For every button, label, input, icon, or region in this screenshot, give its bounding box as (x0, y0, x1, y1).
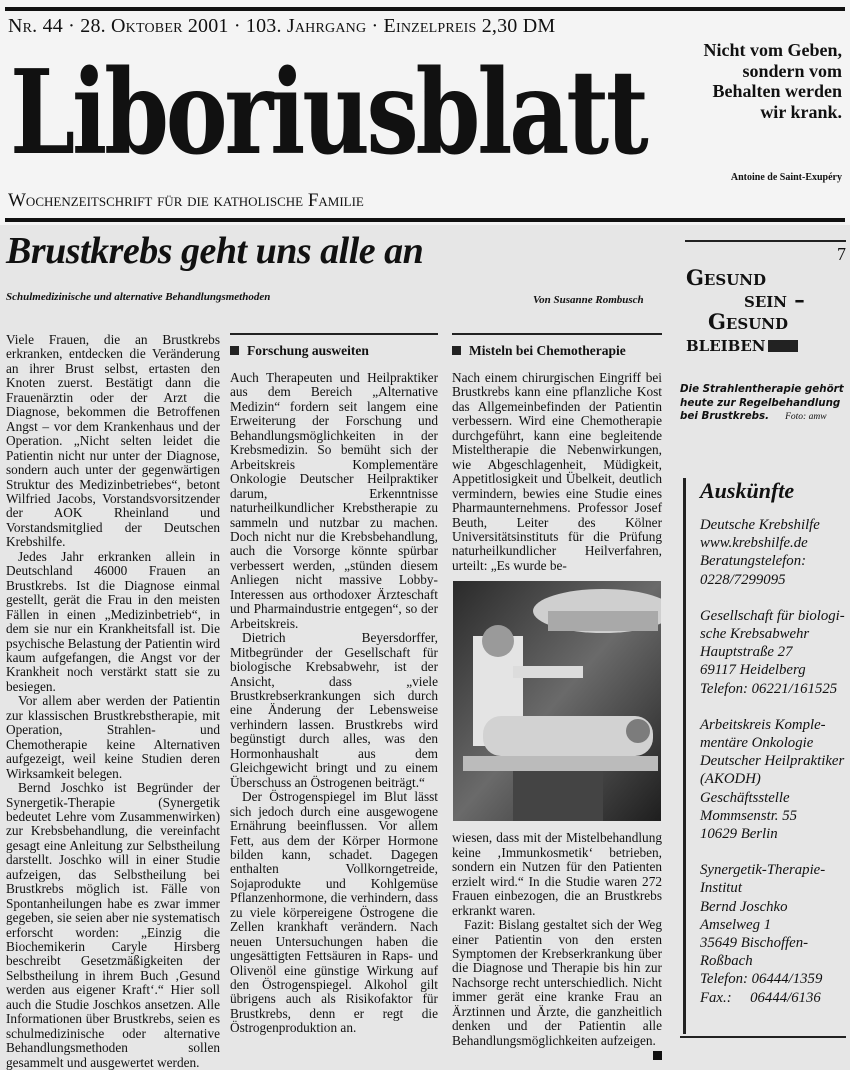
column-2 (230, 333, 438, 1036)
black-bar-icon (768, 340, 798, 352)
paragraph: Nach einem chirurgischen Eingriff bei Brustkrebs kann eine pflanzliche Kost das Allgemeinbefinden der Patientin verbessern. Wird eine Chemotherapie durchgeführt, kann eine begleitende Misteltherapie die Nebenwirkungen, wie Abgeschlagenheit, Müdigkeit, Appetitlosigkeit und Übelkeit, deutlich vermindern, bewies eine Studie eines Pharmaunternehmens. Professor Josef Beuth, Leiter des Kölner Universitätsinstituts für die Prüfung naturheilkundlicher Heilverfahren, urteilt: „Es wurde be- (452, 370, 662, 573)
column-rule (230, 333, 438, 335)
square-bullet-icon (230, 346, 239, 355)
end-mark-icon (653, 1051, 662, 1060)
radiotherapy-photo (453, 581, 661, 821)
series-title-line: Gesund (686, 265, 766, 290)
sidebar (680, 240, 846, 425)
quote-author: Antoine de Saint-Exupéry (730, 172, 842, 183)
series-title-line: sein – (744, 287, 805, 312)
photo-caption (680, 383, 846, 425)
section-heading-text: Misteln bei Chemotherapie (469, 343, 626, 358)
byline: Von Susanne Rombusch (533, 294, 644, 306)
section-heading (230, 343, 438, 359)
sidebar-bottom-rule (680, 1036, 846, 1038)
contact-entry: Synergetik-Therapie- Institut Bernd Joschko Amselweg 1 35649 Bischoffen- Roßbach Telefon: 06444/1359 Fax.: 06444/6136 (700, 862, 826, 1006)
masthead (0, 0, 850, 225)
photo-credit: Foto: amw (785, 412, 827, 422)
paragraph: wiesen, dass mit der Mistelbehandlung keine ‚Immunkosmetik‘ betrieben, sondern ein Nutzen für den Patienten erzielt wird.“ In die Studie waren 272 Frauen einbezogen, die an Brustkrebs erkrankt waren. (452, 830, 662, 918)
page-number: 7 (837, 244, 846, 264)
sidebar-rule (685, 240, 846, 242)
paragraph: Der Östrogenspiegel im Blut lässt sich jedoch durch eine ausgewogene Ernährung beeinflussen. Vor allem Fett, aus dem der Körper Hormone bilden kann, schadet. Dagegen enthalten Vollkorngetreide, Sojaprodukte und Kohlgemüse Pflanzenhormone, die verhindern, dass zu viele körpereigene Östrogene die Zellen krankhaft verändern. Nach neuen Untersuchungen haben die ungesättigten Fettsäuren in Raps- und Olivenöl eine günstige Wirkung auf den Östrogenspiegel. Alkohol gilt übrigens auch als Risikofaktor für Brustkrebs, denn er regt die Östrogenproduktion an. (230, 789, 438, 1036)
paragraph: Viele Frauen, die an Brustkrebs erkranken, entdecken die Veränderung an ihrer Brust selbst, ertasten den Knoten zuerst. Bestätigt dann die Frauenärztin oder der Arzt die Diagnose, bekommen die Betroffenen Angst – vor dem Krankenhaus und der Operation. „Nicht selten leidet die Patientin nicht nur unter der Diagnose, sondern auch unter der gegenwärtigen Struktur des Medizinbetriebes“, betont Wilfried Jacobs, Vorstandsvorsitzender der AOK Rheinland und Vorstandsmitglied der Deutschen Krebshilfe. (6, 332, 220, 550)
series-title-text: bleiben (686, 331, 766, 356)
top-rule (5, 7, 845, 11)
paragraph: Bernd Joschko ist Begründer der Synergetik-Therapie (Synergetik bedeutet Lehre vom Zusammenwirken) zur Krebsbehandlung, die vereinfacht gesagt eine Anleitung zur Selbstheilung darstellt. Joschko will in einer Studie aufzeigen, das Selbstheilung bei Brustkrebs möglich ist. Fälle von Spontanheilungen habe es zwar immer gegeben, sie seien aber nie systematisch erforscht worden: „Einzig die Biochemikerin Caryle Hirsberg beschreibt Gesetzmäßigkeiten der Selbstheilung in ihrem Buch ‚Gesund werden aus eigener Kraft‘.“ Hier soll auch die Studie Joschkos ansetzen. Alle Informationen über Brustkrebs, seien es schulmedizinische oder alternative Behandlungsmethoden sollen gesammelt und ausgewertet werden. (6, 780, 220, 1070)
article-subheadline: Schulmedizinische und alternative Behandlungsmethoden (6, 291, 271, 303)
contact-entry: Gesellschaft für biologi- sche Krebsabwehr Hauptstraße 27 69117 Heidelberg Telefon: 06221/161525 (700, 607, 845, 697)
contact-entry: Deutsche Krebshilfe www.krebshilfe.de Beratungstelefon: 0228/7299095 (700, 517, 820, 588)
series-title (680, 267, 846, 355)
section-heading (452, 343, 662, 359)
info-title: Auskünfte (700, 478, 795, 503)
paragraph: Jedes Jahr erkranken allein in Deutschland 46000 Frauen an Brustkrebs. Ist die Diagnose einmal gestellt, gerät die Frau in den meisten Fällen in einen „Medizinbetrieb“, in dem sie nur ein Krankheitsfall ist. Die psychische Belastung der Patientin wird kaum aufgefangen, die Angst vor der Krankheit noch verstärkt statt sie zu besiegen. (6, 548, 220, 694)
contact-entry: Arbeitskreis Komple- mentäre Onkologie Deutscher Heilpraktiker (AKODH) Geschäftsstelle Mommsenstr. 55 10629 Berlin (700, 716, 845, 843)
paragraph: Vor allem aber werden der Patientin zur klassischen Brustkrebstherapie, mit Operation, Strahlen- und Chemotherapie keine Alternativen aufgezeigt, weil keine Studien deren Wirksamkeit belegen. (6, 693, 220, 781)
paragraph: Auch Therapeuten und Heilpraktiker aus dem Bereich „Alternative Medizin“ fordern seit langem eine Erweiterung der Forschung und Behandlungsmöglichkeiten in der Krebsmedizin. So bemüht sich der Arbeitskreis Komplementäre Onkologie Deutscher Heilpraktiker darum, Erkenntnisse naturheilkundlicher Krebstherapie zu sammeln und nutzbar zu machen. Doch nicht nur die Krebsbehandlung, auch die Vorsorge könnte spürbar verbessert werden, „stünden diesem Anliegen nicht massive Lobby-Interessen aus orthodoxer Ärzteschaft und Pharmaindustrie entgegen“, so der Arbeitskreis. (230, 370, 438, 631)
quote: Nicht vom Geben, sondern vom Behalten werden wir krank. (703, 40, 842, 122)
series-title-line: Gesund (708, 309, 788, 334)
square-bullet-icon (452, 346, 461, 355)
paragraph-text: Fazit: Bislang gestaltet sich der Weg einer Patientin von den ersten Symptomen der Krebserkrankung über die Diagnose und Therapie bis hin zur Nachsorge recht unterschiedlich. Nicht immer gerät eine kranke Frau an Ärztinnen und Ärzte, die ganzheitlich denken und der Patientin alle Behandlungsmöglichkeiten aufzeigen. (452, 917, 662, 1048)
masthead-rule (5, 218, 845, 222)
caption-text: Die Strahlentherapie gehört heute zur Regelbehandlung bei Brustkrebs. (680, 383, 844, 422)
series-title-line-last (680, 333, 846, 355)
section-heading-text: Forschung ausweiten (247, 343, 369, 358)
info-box (683, 478, 846, 1034)
paragraph (452, 918, 662, 1048)
issue-line: Nr. 44 · 28. Oktober 2001 · 103. Jahrgang · Einzelpreis 2,30 DM (8, 15, 556, 37)
column-1 (6, 333, 220, 1070)
photo-image (453, 581, 661, 821)
newspaper-title: Liboriusblatt (10, 45, 646, 181)
column-3 (452, 333, 662, 1060)
tagline: Wochenzeitschrift für die katholische Familie (8, 190, 364, 211)
column-rule (452, 333, 662, 335)
paragraph: Dietrich Beyersdorffer, Mitbegründer der Gesellschaft für biologische Krebsabwehr, ist der Ansicht, dass „viele Brustkrebserkrankungen sich durch eine Änderung der Lebensweise verhindern lassen. Brustkrebs wird begünstigt durch alles, was den Hormonhaushalt aus dem Gleichgewicht bringt und zu einem Überschuss an Östrogenen beiträgt.“ (230, 630, 438, 790)
article-headline: Brustkrebs geht uns alle an (6, 230, 424, 272)
